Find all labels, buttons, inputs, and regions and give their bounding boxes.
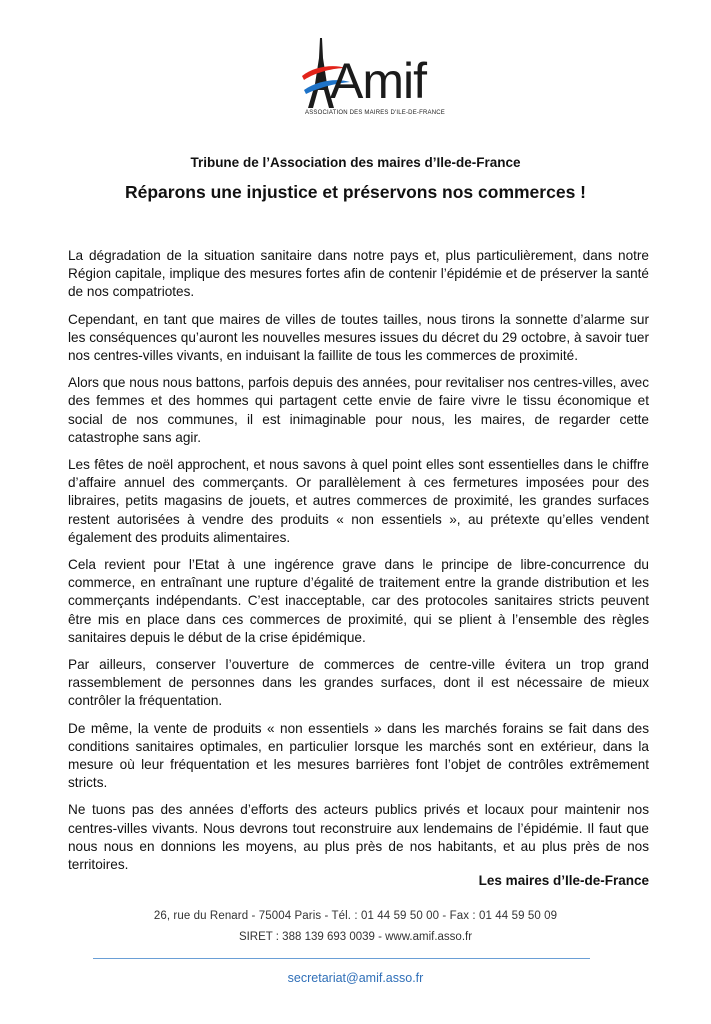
paragraph: Alors que nous nous battons, parfois depuis des années, pour revitaliser nos centres-villes, avec des femmes et des hommes qui partagent cette envie de faire vivre le tissu économique et social de nos communes, il est inimaginable pour nous, les maires, de regarder cette catastrophe sans agir. <box>68 375 649 445</box>
footer-email-link[interactable]: secretariat@amif.asso.fr <box>287 971 424 985</box>
footer-address: 26, rue du Renard - 75004 Paris - Tél. : 01 44 59 50 00 - Fax : 01 44 59 50 09 <box>153 910 558 922</box>
amif-logo <box>300 36 445 120</box>
paragraph: La dégradation de la situation sanitaire dans notre pays et, plus particulièrement, dans notre Région capitale, implique des mesures fortes afin de contenir l’épidémie et de préserver la santé de nos compatriotes. <box>68 248 649 300</box>
tribune-heading: Tribune de l’Association des maires d’Ile-de-France <box>190 155 521 170</box>
paragraph: De même, la vente de produits « non essentiels » dans les marchés forains se fait dans des conditions sanitaires optimales, en particulier lorsque les marchés sont en extérieur, dans la mesure où leur fréquentation et les mesures barrières font l’objet de contrôles extrêmement stricts. <box>68 720 649 791</box>
logo-tagline: ASSOCIATION DES MAIRES D'ILE-DE-FRANCE <box>305 110 445 116</box>
document-title: Réparons une injustice et préservons nos commerces ! <box>125 182 586 202</box>
paragraph: Cependant, en tant que maires de villes de toutes tailles, nous tirons la sonnette d’alarme sur les conséquences qu’auront les nouvelles mesures issues du décret du 29 octobre, à savoir tuer nos centres-villes vivants, en induisant la faillite de tous les commerces de proximité. <box>68 311 649 364</box>
logo-wordmark: Amif <box>330 53 426 109</box>
paragraph: Cela revient pour l’Etat à une ingérence grave dans le principe de libre-concurrence du commerce, en entraînant une rupture d’égalité de traitement entre la grande distribution et les commerçants indépendants. C’est inacceptable, car des protocoles sanitaires stricts peuvent être mis en place dans ces commerces de proximité, qui se plient à l’ensemble des règles sanitaires depuis le début de la crise épidémique. <box>68 557 649 645</box>
paragraph: Les fêtes de noël approchent, et nous savons à quel point elles sont essentielles dans le chiffre d’affaire annuel des commerçants. Or parallèlement à ces fermetures imposées pour des libraires, petits magasins de jouets, et autres commerces de proximité, les grandes surfaces restent autorisées à vendre des produits « non essentiels », au prétexte qu’elles vendent également des produits alimentaires. <box>68 457 649 545</box>
footer-siret: SIRET : 388 139 693 0039 - www.amif.asso.fr <box>238 931 473 943</box>
paragraph: Par ailleurs, conserver l’ouverture de commerces de centre-ville évitera un trop grand rassemblement de personnes dans les grandes surfaces, dont il est nécessaire de mieux contrôler la fréquentation. <box>68 657 649 709</box>
signature: Les maires d’Ile-de-France <box>478 873 649 888</box>
footer-divider <box>93 958 590 959</box>
article-body <box>68 247 649 883</box>
paragraph: Ne tuons pas des années d’efforts des acteurs publics privés et locaux pour maintenir nos centres-villes vivants. Nous devrons tout reconstruire aux lendemains de l’épidémie. Il faut que nous nous en donnions les moyens, au plus près de nos habitants, et au plus près de nos territoires. <box>68 802 649 873</box>
